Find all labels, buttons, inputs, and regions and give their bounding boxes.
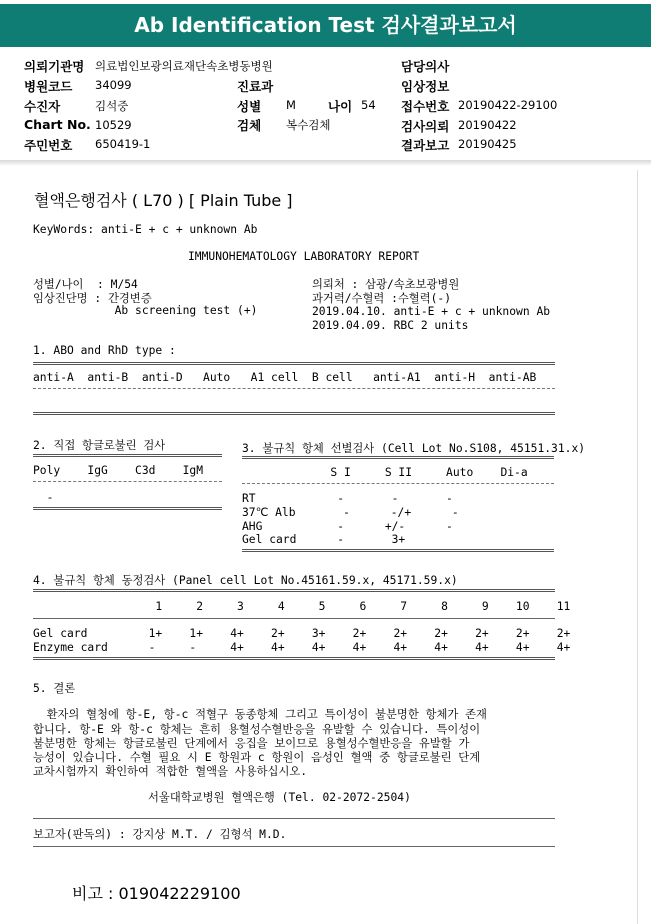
reporter-line: 보고자(판독의) : 강지상 M.T. / 김형석 M.D. (33, 828, 287, 841)
receipt-label: 접수번호 (401, 99, 450, 114)
section3-rule-top (242, 456, 554, 459)
sex-value: M (286, 98, 296, 112)
section4-gel-row: Gel card 1+ 1+ 4+ 2+ 3+ 2+ 2+ 2+ 2+ 2+ 2+ (33, 627, 571, 640)
history-line-2: 2019.04.09. RBC 2 units (312, 319, 469, 332)
chart-value: 10529 (95, 118, 132, 132)
department-label: 진료과 (237, 79, 274, 94)
section2-title: 2. 직접 항글로불린 검사 (33, 439, 166, 452)
history-line: 과거력/수혈력 :수혈력(-) (312, 292, 452, 305)
section3-headers: S I S II Auto Di-a (242, 466, 528, 479)
sex-label: 성별 (237, 99, 262, 114)
section4-rule-top (33, 589, 555, 592)
section4-rule-bottom (33, 657, 555, 660)
section3-row-ahg: AHG - +/- - (242, 520, 453, 533)
section3-row-gel: Gel card - 3+ (242, 533, 406, 546)
section4-enzyme-row: Enzyme card - - 4+ 4+ 4+ 4+ 4+ 4+ 4+ 4+ 4+ (33, 641, 571, 654)
section4-cell-numbers: 1 2 3 4 5 6 7 8 9 10 11 (33, 600, 571, 613)
report-date-label: 결과보고 (401, 138, 450, 153)
patient-info-panel (0, 50, 651, 160)
section4-rule-mid (33, 618, 555, 619)
section2-rule-mid (33, 481, 222, 482)
history-line-1: 2019.04.10. anti-E + c + unknown Ab (312, 305, 551, 318)
rrn-value: 650419-1 (95, 137, 151, 151)
age-value: 54 (361, 98, 376, 112)
keywords: KeyWords: anti-E + c + unknown Ab (33, 223, 258, 236)
section5-title: 5. 결론 (33, 682, 76, 695)
patient-label: 수진자 (24, 99, 61, 114)
reporter-rule-bottom (33, 846, 555, 847)
section1-rule-top (33, 362, 555, 365)
conclusion-line-5: 교차시험까지 확인하여 적합한 혈액을 사용하십시오. (33, 765, 308, 778)
section2-headers: Poly IgG C3d IgM (33, 464, 204, 477)
section3-row-rt: RT - - - (242, 492, 453, 505)
section1-headers: anti-A anti-B anti-D Auto A1 cell B cell anti-A1 anti-H anti-AB (33, 371, 537, 384)
lab-report-document (0, 170, 651, 924)
institution-value: 의료법인보광의료재단속초병동병원 (95, 59, 273, 73)
specimen-value: 복수검체 (286, 118, 331, 132)
patient-value: 김석중 (95, 99, 129, 113)
section3-rule-mid (242, 483, 554, 484)
diagnosis-line-2: Ab screening test (+) (33, 304, 258, 317)
rrn-label: 주민번호 (24, 138, 73, 153)
conclusion-line-2: 합니다. 항-E 와 항-c 항체는 흔히 용혈성수혈반응을 유발할 수 있습니다. 특이성이 (33, 723, 481, 736)
conclusion-line-1: 환자의 혈청에 항-E, 항-c 적혈구 동종항체 그리고 특이성이 불분명한 항체가 존재 (33, 708, 487, 721)
page-edge (637, 170, 638, 924)
lab-title: IMMUNOHEMATOLOGY LABORATORY REPORT (188, 250, 420, 263)
conclusion-line-4: 능성이 있습니다. 수혈 필요 시 E 항원과 c 항원이 음성인 혈액 중 항글로불린 단계 (33, 751, 481, 764)
section2-values: - (33, 491, 54, 504)
reporter-rule-top (33, 818, 555, 819)
hospital-code-label: 병원코드 (24, 79, 73, 94)
conclusion-line-3: 불분명한 항체는 항글로불린 단계에서 응집을 보이므로 용혈성수혈반응을 유발할 가 (33, 737, 470, 750)
receipt-value: 20190422-29100 (458, 98, 558, 112)
specimen-label: 검체 (237, 118, 262, 133)
referrer-line: 의뢰처 : 삼광/속초보광병원 (312, 278, 460, 291)
clinical-label: 임상정보 (401, 79, 450, 94)
section2-rule-top (33, 454, 222, 457)
section2-rule-bottom (33, 507, 222, 510)
sex-age-line: 성별/나이 : M/54 (33, 278, 138, 291)
section3-title: 3. 불규칙 항체 선별검사 (Cell Lot No.S108, 45151.31.x) (242, 442, 586, 455)
section3-rule-bottom (242, 549, 554, 552)
section3-row-alb: 37℃ Alb - -/+ - (242, 506, 459, 519)
section1-title: 1. ABO and RhD type : (33, 344, 176, 357)
institution-label: 의뢰기관명 (24, 59, 85, 74)
report-date-value: 20190425 (458, 137, 517, 151)
report-title: Ab Identification Test 검사결과보고서 (0, 4, 651, 47)
section1-rule-bottom (33, 412, 555, 415)
diagnosis-line-1: 임상진단명 : 간경변증 (33, 292, 152, 305)
report-heading: 혈액은행검사 ( L70 ) [ Plain Tube ] (34, 191, 293, 210)
request-value: 20190422 (458, 118, 517, 132)
chart-label: Chart No. (24, 117, 91, 132)
hospital-code-value: 34099 (95, 78, 132, 92)
section4-title: 4. 불규칙 항체 동정검사 (Panel cell Lot No.45161.59.x, 45171.59.x) (33, 574, 458, 587)
blood-bank-contact: 서울대학교병원 혈액은행 (Tel. 02-2072-2504) (148, 791, 411, 804)
section1-rule-mid (33, 388, 555, 389)
doctor-label: 담당의사 (401, 59, 450, 74)
age-label: 나이 (328, 99, 353, 114)
request-label: 검사의뢰 (401, 119, 450, 134)
panel-divider (0, 160, 651, 166)
remarks: 비고 : 019042229100 (72, 884, 241, 903)
